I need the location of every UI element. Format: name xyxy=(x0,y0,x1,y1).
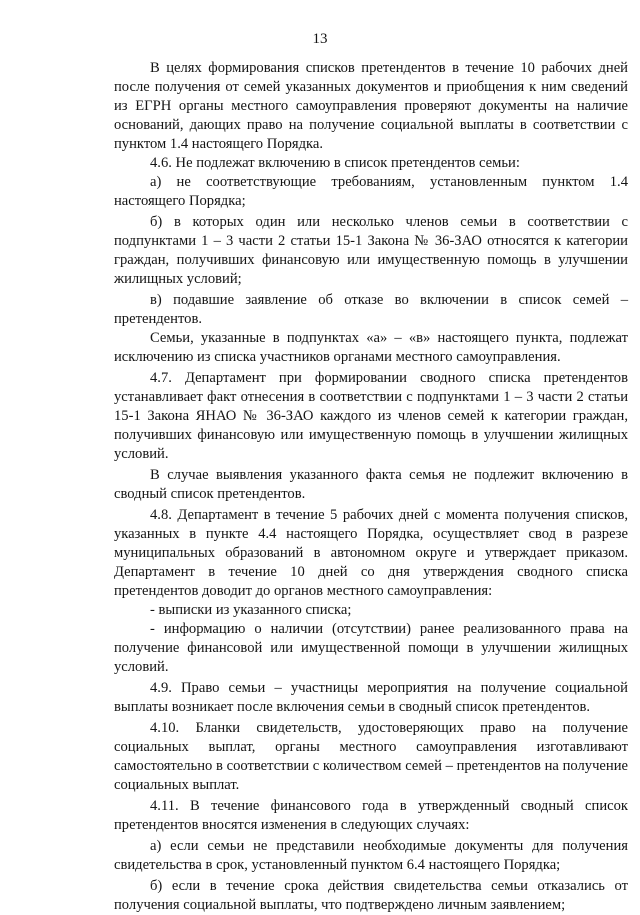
paragraph-4-11: 4.11. В течение финансового года в утвержденный сводный список претендентов вносятся изменения в следующих случаях: xyxy=(114,798,628,833)
paragraph-4-11-a: а) если семьи не представили необходимые документы для получения свидетельства в срок, установленный пунктом 6.4 настоящего Порядка; xyxy=(114,838,628,873)
page-number: 13 xyxy=(312,31,328,47)
paragraph-4-9: 4.9. Право семьи – участницы мероприятия на получение социальной выплаты возникает после включения семьи в сводный список претендентов. xyxy=(114,680,628,715)
document-body xyxy=(114,59,628,915)
paragraph-4-6-v: в) подавшие заявление об отказе во включении в список семей – претендентов. xyxy=(114,292,628,327)
paragraph-4-10: 4.10. Бланки свидетельств, удостоверяющих право на получение социальных выплат, органы местного самоуправления изготавливают самостоятельно в соответствии с количеством семей – претендентов на получение социальных выплат. xyxy=(114,720,628,793)
paragraph-4-8-item-2: - информацию о наличии (отсутствии) ранее реализованного права на получение финансовой или имущественной помощи в улучшении жилищных условий. xyxy=(114,621,628,675)
paragraph-4-6-exclusion: Семьи, указанные в подпунктах «а» – «в» настоящего пункта, подлежат исключению из списка участников органами местного самоуправления. xyxy=(114,330,628,365)
paragraph-4-6: 4.6. Не подлежат включению в список претендентов семьи: xyxy=(150,155,520,171)
paragraph-4-7-fact: В случае выявления указанного факта семья не подлежит включению в сводный список претендентов. xyxy=(114,467,628,502)
paragraph-4-8: 4.8. Департамент в течение 5 рабочих дней с момента получения списков, указанных в пункте 4.4 настоящего Порядка, осуществляет свод в разрезе муниципальных образований в автономном округе и утверждает приказом. Департамент в течение 10 дней со дня утверждения сводного списка претендентов доводит до органов местного самоуправления: xyxy=(114,507,628,599)
paragraph-4-11-b: б) если в течение срока действия свидетельства семьи отказались от получения социальной выплаты, что подтверждено личным заявлением; xyxy=(114,878,628,913)
paragraph-4-6-b: б) в которых один или несколько членов семьи в соответствии с подпунктами 1 – 3 части 2 статьи 15-1 Закона № 36-ЗАО относятся к категории граждан, получивших финансовую или имущественную помощь в улучшении жилищных условий; xyxy=(114,214,628,287)
paragraph-4-8-item-1: - выписки из указанного списка; xyxy=(150,602,352,618)
paragraph-4-6-a: а) не соответствующие требованиям, установленным пунктом 1.4 настоящего Порядка; xyxy=(114,174,628,209)
paragraph-4-7: 4.7. Департамент при формировании сводного списка претендентов устанавливает факт отнесения в соответствии с подпунктами 1 – 3 части 2 статьи 15-1 Закона ЯНАО № 36-ЗАО каждого из членов семей к категории граждан, получивших финансовую или имущественную помощь в улучшении жилищных условий. xyxy=(114,370,628,462)
paragraph-lists-formation: В целях формирования списков претендентов в течение 10 рабочих дней после получения от семей указанных документов и приобщения к ним сведений из ЕГРН органы местного самоуправления проверяют документы на наличие оснований, дающих право на получение социальной выплаты в соответствии с пунктом 1.4 настоящего Порядка. xyxy=(114,60,628,152)
